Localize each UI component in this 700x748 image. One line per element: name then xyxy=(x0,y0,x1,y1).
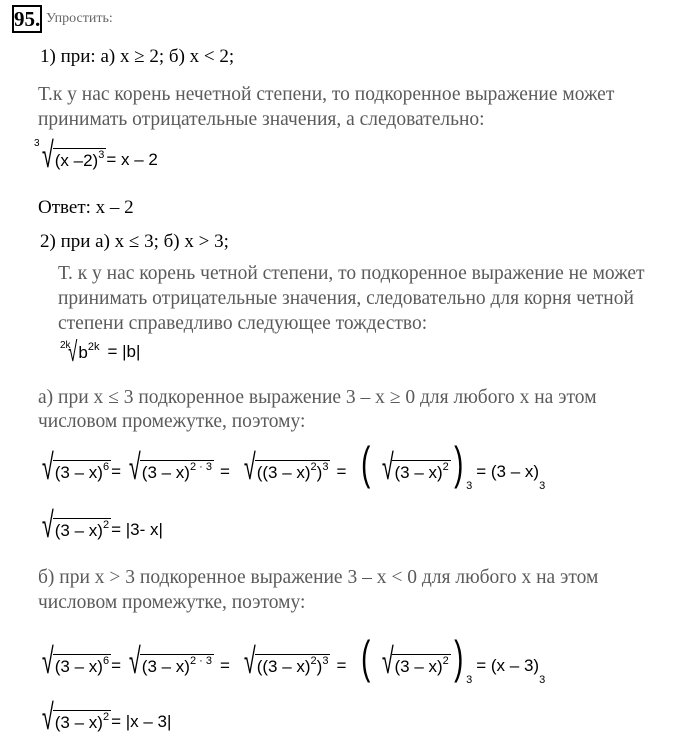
part2-para-line: принимать отрицательные значения, следовательно для корня четной xyxy=(58,288,634,309)
radical xyxy=(34,697,111,738)
radical-sign-icon: √ xyxy=(128,641,141,682)
radical-sign-icon: √ xyxy=(381,447,394,488)
radical xyxy=(53,710,111,734)
equation-rhs: = |x – 3| xyxy=(111,712,172,731)
big-parenthesis: ( xyxy=(361,631,371,683)
radicand: ((3 – x) xyxy=(256,463,311,482)
radical xyxy=(34,505,111,546)
big-parenthesis: ( xyxy=(361,437,371,489)
cube-root-equation xyxy=(34,135,158,176)
radical-sign-icon: √ xyxy=(41,505,54,546)
radicand: ((3 – x) xyxy=(256,657,311,676)
exponent: 2 xyxy=(442,461,449,473)
radical xyxy=(140,654,214,678)
exponent: 2 xyxy=(310,655,317,667)
radical xyxy=(53,654,111,678)
part2-heading: 2) при а) x ≤ 3; б) x > 3; xyxy=(40,231,229,252)
case-a-result-equation xyxy=(34,505,163,546)
big-parenthesis: ) xyxy=(453,631,464,683)
radical xyxy=(76,341,101,364)
radical-sign-icon: √ xyxy=(68,335,78,368)
radical xyxy=(392,654,450,678)
exponent: 2 xyxy=(102,711,110,723)
radical xyxy=(255,460,331,484)
part1-para-line: принимать отрицательные значения, а следовательно: xyxy=(38,109,485,130)
radical xyxy=(392,460,450,484)
exponent: 3 xyxy=(322,461,329,473)
radical-sign-icon: √ xyxy=(243,641,256,682)
radical xyxy=(374,447,451,488)
big-parenthesis: ) xyxy=(453,437,464,489)
radical-sign-icon: √ xyxy=(243,447,256,488)
radicand: (3 – x) xyxy=(54,713,103,732)
radicand: (3 – x) xyxy=(394,463,443,482)
radical-sign-icon: √ xyxy=(41,641,54,682)
radical xyxy=(34,135,106,176)
identity-rhs: = |b| xyxy=(107,342,141,361)
exponent: 2 · 3 xyxy=(189,461,212,473)
case-b-text: числовом промежутке, поэтому: xyxy=(38,592,306,613)
case-a-text: числовом промежутке, поэтому: xyxy=(38,411,306,432)
part1-para-line: Т.к у нас корень нечетной степени, то подкоренное выражение может xyxy=(38,84,615,105)
exponent: 2 xyxy=(310,461,317,473)
radical xyxy=(236,641,331,682)
part1-answer: Ответ: x – 2 xyxy=(38,197,134,218)
radical xyxy=(53,518,111,542)
radicand: (3 – x) xyxy=(54,521,103,540)
radical-sign-icon: √ xyxy=(41,135,54,176)
equation-rhs: = |3- x| xyxy=(111,520,163,539)
radical-sign-icon: √ xyxy=(128,447,141,488)
equation-rhs: = x – 2 xyxy=(106,150,158,169)
exponent: 6 xyxy=(102,461,110,473)
radical xyxy=(140,460,214,484)
radical-sign-icon: √ xyxy=(41,447,54,488)
exponent: 2k xyxy=(87,341,100,353)
radical xyxy=(121,447,214,488)
radical xyxy=(236,447,331,488)
radicand: (x –2) xyxy=(54,151,99,170)
radical xyxy=(60,335,101,368)
task-label: Упростить: xyxy=(46,11,113,26)
equation-rhs: = (x – 3) xyxy=(476,656,540,675)
exponent: 2 xyxy=(442,655,449,667)
even-root-identity xyxy=(60,335,141,368)
radical-sign-icon: √ xyxy=(41,697,54,738)
radicand: (3 – x) xyxy=(394,657,443,676)
part2-para-line: Т. к у нас корень четной степени, то подкоренное выражение не может xyxy=(58,263,645,284)
radical xyxy=(255,654,331,678)
radicand: (3 – x) xyxy=(54,463,103,482)
exponent: 3 xyxy=(322,655,329,667)
case-a-text: а) при x ≤ 3 подкоренное выражение 3 – x ≥ 0 для любого x на этом xyxy=(38,387,597,408)
radical-sign-icon: √ xyxy=(381,641,394,682)
case-a-chain-equation: √ (3 – x)$^6$ = √ (3 – x)$^{2 \cdot 3}$ = √ ((3 – x)$^2$)$^3$ = ( √ (3 – x)$^2$ ) 3 = (3 – x) 3 xyxy=(34,440,545,486)
case-b-result-equation xyxy=(34,697,172,738)
radicand: (3 – x) xyxy=(54,657,103,676)
task-number: 95. xyxy=(14,7,41,31)
radical xyxy=(121,641,214,682)
radical xyxy=(34,641,111,682)
part1-heading: 1) при: а) x ≥ 2; б) x < 2; xyxy=(40,46,235,67)
radical xyxy=(374,641,451,682)
case-b-chain-equation: √ (3 – x)$^6$ = √ (3 – x)$^{2 \cdot 3}$ = √ ((3 – x)$^2$)$^3$ = ( √ (3 – x)$^2$ ) 3 = (x – 3) 3 xyxy=(34,634,545,680)
exponent: 2 xyxy=(102,519,110,531)
equation-rhs: = (3 – x) xyxy=(476,462,540,481)
part2-para-line: степени справедливо следующее тождество: xyxy=(58,313,428,334)
paren: ) xyxy=(316,463,323,482)
radical xyxy=(53,460,111,484)
exponent: 2 · 3 xyxy=(189,655,212,667)
radicand: (3 – x) xyxy=(141,463,190,482)
radicand: b xyxy=(78,343,88,362)
exponent: 6 xyxy=(102,655,110,667)
radicand: (3 – x) xyxy=(141,657,190,676)
paren: ) xyxy=(316,657,323,676)
radical xyxy=(34,447,111,488)
case-b-text: б) при x > 3 подкоренное выражение 3 – x < 0 для любого x на этом xyxy=(38,567,599,588)
root-index: 3 xyxy=(34,138,40,149)
exponent: 3 xyxy=(98,149,105,161)
root-index: 2k xyxy=(60,340,71,351)
radical xyxy=(53,148,107,172)
